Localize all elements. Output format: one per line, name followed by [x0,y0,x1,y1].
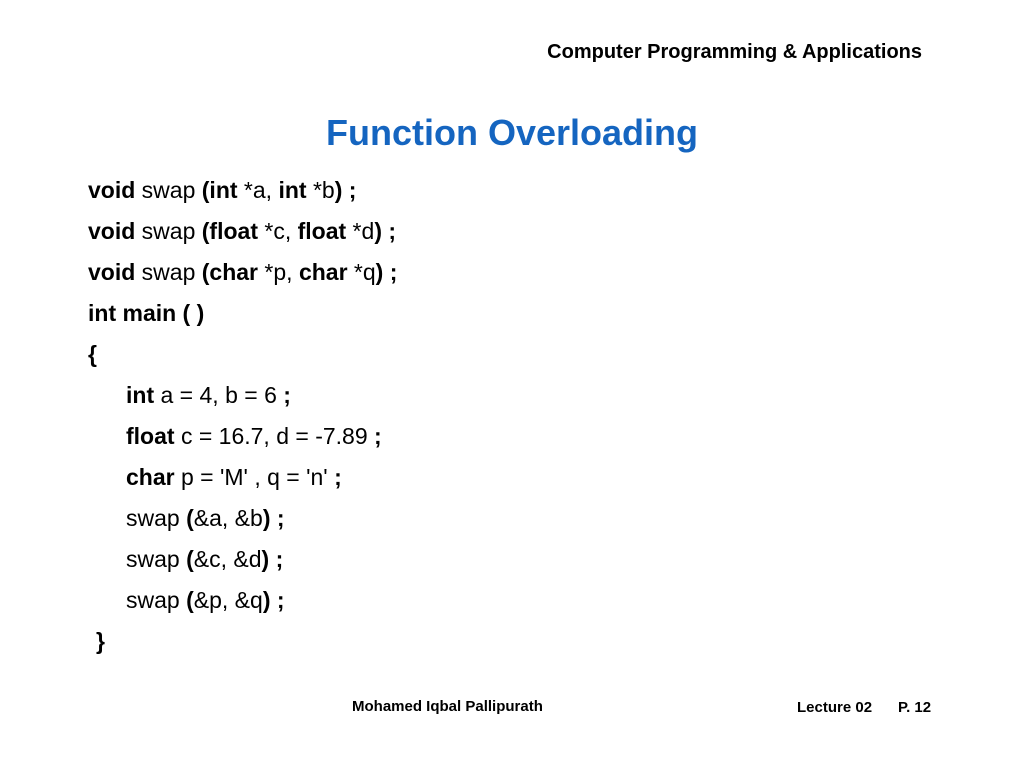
code-line: float c = 16.7, d = -7.89 ; [126,423,382,449]
code-line: int main ( ) [88,300,205,326]
footer-author: Mohamed Iqbal Pallipurath [352,698,543,715]
slide-title: Function Overloading [325,112,698,153]
code-line: void swap (int *a, int *b) ; [88,177,357,203]
footer-page-number: P. 12 [898,699,932,716]
code-line: swap (&c, &d) ; [126,546,284,572]
code-line: void swap (float *c, float *d) ; [88,218,397,244]
code-line: char p = 'M' , q = 'n' ; [126,464,342,490]
code-line: { [88,341,97,367]
footer-lecture: Lecture 02 [797,699,873,716]
code-line: int a = 4, b = 6 ; [126,382,291,408]
code-line: void swap (char *p, char *q) ; [88,259,398,285]
code-block [88,170,397,662]
code-line: } [96,628,105,654]
course-title: Computer Programming & Applications [547,41,922,63]
code-line: swap (&p, &q) ; [126,587,285,613]
code-line: swap (&a, &b) ; [126,505,285,531]
